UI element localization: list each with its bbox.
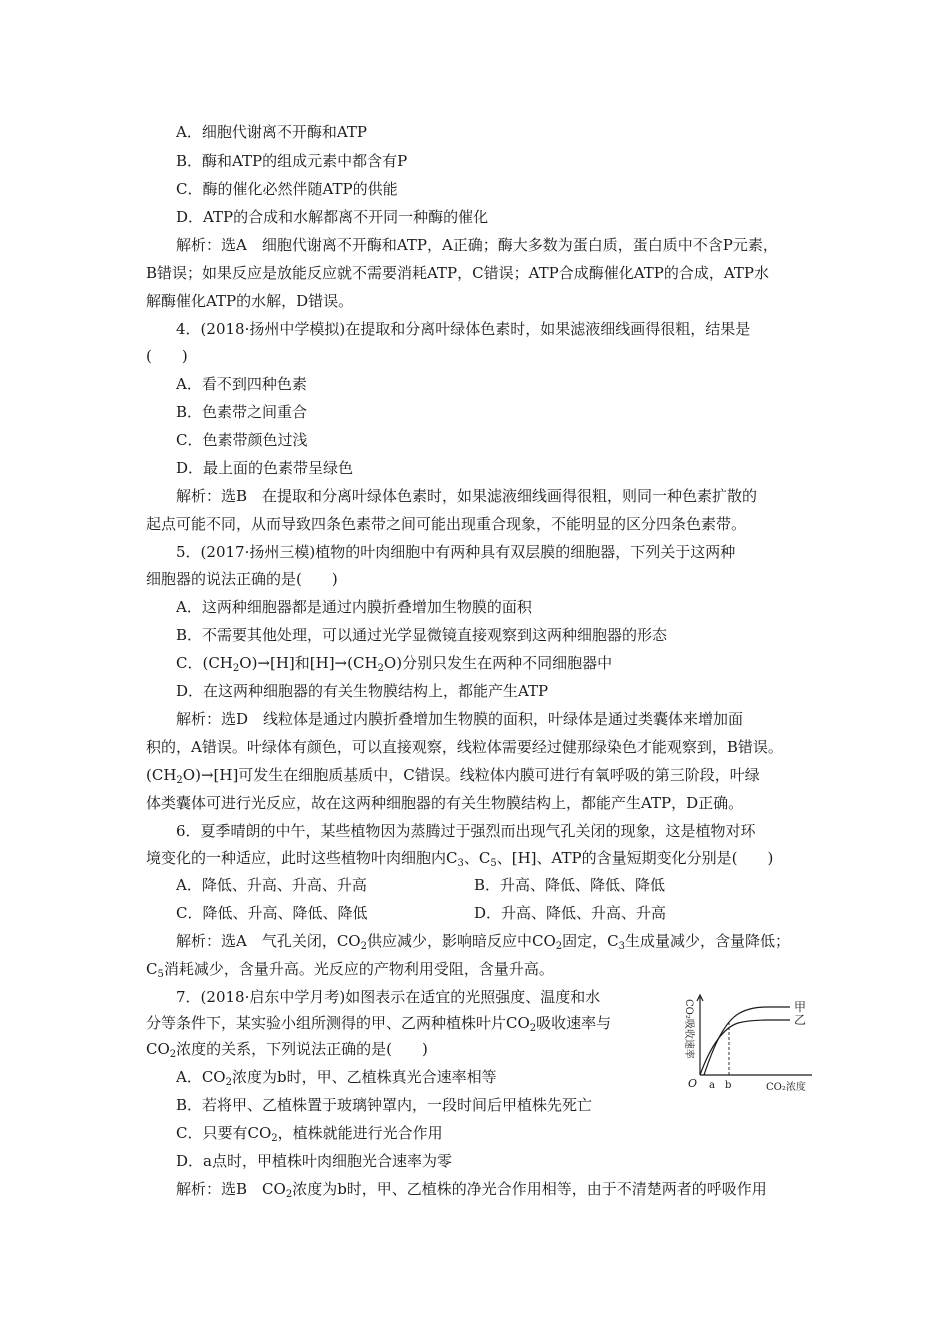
q6-analysis-line1: 解析：选A 气孔关闭，$CO_2$供应减少，影响暗反应中$CO_2$固定，$C_3$生成量减少，含量降低； xyxy=(176,932,791,952)
q3-option-d: D．ATP的合成和水解都离不开同一种酶的催化 xyxy=(176,208,489,226)
q7-stem-line1: 7．(2018·启东中学月考)如图表示在适宜的光照强度、温度和水 xyxy=(176,988,601,1006)
q6-option-b: B．升高、降低、降低、降低 xyxy=(474,876,666,894)
q4-stem-line1: 4．(2018·扬州中学模拟)在提取和分离叶绿体色素时，如果滤液细线画得很粗，结果是 xyxy=(176,320,751,338)
q6-stem-line1: 6．夏季晴朗的中午，某些植物因为蒸腾过于强烈而出现气孔关闭的现象，这是植物对环 xyxy=(176,822,756,840)
origin-label: O xyxy=(688,1077,698,1090)
q6-option-c: C．降低、升高、降低、降低 xyxy=(176,904,368,922)
q5-stem-line1: 5．(2017·扬州三模)植物的叶肉细胞中有两种具有双层膜的细胞器，下列关于这两种 xyxy=(176,543,736,561)
q3-option-c: C．酶的催化必然伴随ATP的供能 xyxy=(176,180,398,198)
q4-analysis-line2: 起点可能不同，从而导致四条色素带之间可能出现重合现象，不能明显的区分四条色素带。 xyxy=(146,515,747,533)
q4-stem-line2: ( ) xyxy=(146,347,188,365)
q3-analysis-line3: 解酶催化ATP的水解，D错误。 xyxy=(146,292,354,310)
q3-option-a: A．细胞代谢离不开酶和ATP xyxy=(176,123,367,141)
q4-option-a: A．看不到四种色素 xyxy=(176,375,307,393)
q3-option-b: B．酶和ATP的组成元素中都含有P xyxy=(176,152,408,170)
q5-option-c: C．$(CH_2O)\to[H]$和$[H]\to(CH_2O)$分别只发生在两种不同细胞器中 xyxy=(176,654,613,674)
q5-analysis-line1: 解析：选D 线粒体是通过内膜折叠增加生物膜的面积，叶绿体是通过类囊体来增加面 xyxy=(176,710,744,728)
q5-analysis-line3: $(CH_2O)\to[H]$可发生在细胞质基质中，C错误。线粒体内膜可进行有氧呼吸的第三阶段，叶绿 xyxy=(146,766,760,786)
q4-option-d: D．最上面的色素带呈绿色 xyxy=(176,459,354,477)
q3-analysis-line1: 解析：选A 细胞代谢离不开酶和ATP，A正确；酶大多数为蛋白质，蛋白质中不含P元素， xyxy=(176,236,778,254)
q5-option-d: D．在这两种细胞器的有关生物膜结构上，都能产生ATP xyxy=(176,682,549,700)
q7-stem-line3: $CO_2$浓度的关系，下列说法正确的是( ) xyxy=(146,1040,428,1060)
q4-option-c: C．色素带颜色过浅 xyxy=(176,431,308,449)
q5-option-a: A．这两种细胞器都是通过内膜折叠增加生物膜的面积 xyxy=(176,598,532,616)
q7-option-d: D．a点时，甲植株叶肉细胞光合速率为零 xyxy=(176,1152,452,1170)
x-tick-b: b xyxy=(725,1080,732,1091)
x-tick-a: a xyxy=(709,1080,715,1091)
q6-option-d: D．升高、降低、升高、升高 xyxy=(474,904,667,922)
q5-analysis-line2: 积的，A错误。叶绿体有颜色，可以直接观察，线粒体需要经过健那绿染色才能观察到，B错误。 xyxy=(146,738,783,756)
q6-option-a: A．降低、升高、升高、升高 xyxy=(176,876,367,894)
q7-analysis-line1: 解析：选B $CO_2$浓度为b时，甲、乙植株的净光合作用相等，由于不清楚两者的呼吸作用 xyxy=(176,1180,767,1200)
series-jia-label: 甲 xyxy=(794,1000,807,1014)
q6-stem-line2: 境变化的一种适应，此时这些植物叶肉细胞内$C_3$、$C_5$、[H]、ATP的含量短期变化分别是( ) xyxy=(146,849,774,869)
q6-analysis-line2: $C_5$消耗减少，含量升高。光反应的产物利用受阻，含量升高。 xyxy=(146,960,554,980)
y-axis-label: CO₂吸收速率 xyxy=(683,999,694,1059)
series-yi-label: 乙 xyxy=(794,1013,807,1027)
series-yi-line xyxy=(700,1020,790,1075)
q5-stem-line2: 细胞器的说法正确的是( ) xyxy=(146,570,338,588)
q7-option-a: A．$CO_2$浓度为b时，甲、乙植株真光合速率相等 xyxy=(176,1068,497,1088)
x-axis-label: CO₂浓度 xyxy=(766,1082,806,1093)
q7-stem-line2: 分等条件下，某实验小组所测得的甲、乙两种植株叶片$CO_2$吸收速率与 xyxy=(146,1014,612,1034)
q5-analysis-line4: 体类囊体可进行光反应，故在这两种细胞器的有关生物膜结构上，都能产生ATP，D正确。 xyxy=(146,794,744,812)
q4-option-b: B．色素带之间重合 xyxy=(176,403,308,421)
q4-analysis-line1: 解析：选B 在提取和分离叶绿体色素时，如果滤液细线画得很粗，则同一种色素扩散的 xyxy=(176,487,758,505)
q5-option-b: B．不需要其他处理，可以通过光学显微镜直接观察到这两种细胞器的形态 xyxy=(176,626,668,644)
co2-absorption-chart xyxy=(682,993,822,1093)
q7-option-b: B．若将甲、乙植株置于玻璃钟罩内，一段时间后甲植株先死亡 xyxy=(176,1096,593,1114)
q7-option-c: C．只要有$CO_2$，植株就能进行光合作用 xyxy=(176,1124,443,1144)
q3-analysis-line2: B错误；如果反应是放能反应就不需要消耗ATP，C错误；ATP合成酶催化ATP的合成，ATP水 xyxy=(146,264,769,282)
